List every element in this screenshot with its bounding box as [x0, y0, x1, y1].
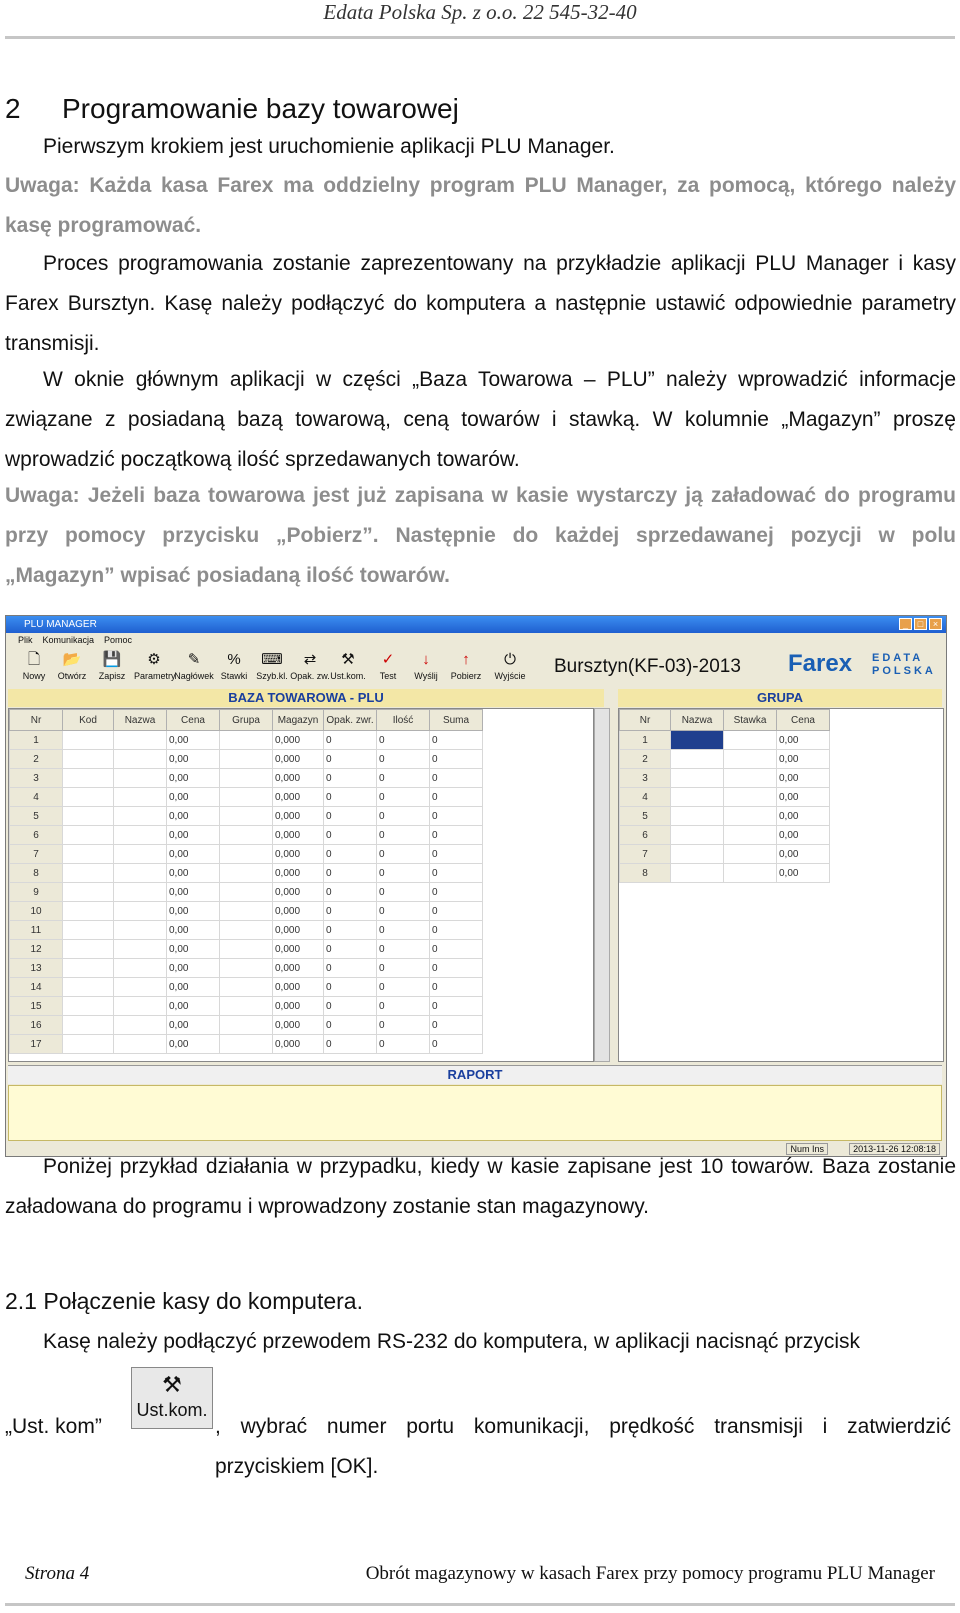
table-cell[interactable]: [63, 864, 114, 883]
table-cell[interactable]: 0,00: [777, 769, 830, 788]
table-cell[interactable]: 0: [430, 997, 483, 1016]
table-cell[interactable]: [220, 807, 273, 826]
table-cell: 13: [10, 959, 63, 978]
paragraph-7a: Kasę należy podłączyć przewodem RS-232 do komputera, w aplikacji nacisnąć przycisk: [43, 1330, 861, 1353]
table-cell[interactable]: 0: [430, 1035, 483, 1054]
footer-title: Obrót magazynowy w kasach Farex przy pomocy programu PLU Manager: [365, 1563, 935, 1584]
table-cell[interactable]: [63, 826, 114, 845]
table-cell[interactable]: [220, 788, 273, 807]
table-cell[interactable]: [114, 731, 167, 750]
table-cell[interactable]: 0: [430, 1016, 483, 1035]
table-cell[interactable]: 0,000: [273, 921, 324, 940]
table-cell[interactable]: 0: [324, 807, 377, 826]
save-button[interactable]: 💾 Zapisz: [92, 649, 132, 681]
table-cell[interactable]: 0: [377, 1035, 430, 1054]
table-cell[interactable]: [114, 807, 167, 826]
rates-button[interactable]: % Stawki: [214, 649, 254, 681]
table-cell: 4: [10, 788, 63, 807]
product-name: Bursztyn(KF-03)-2013: [554, 656, 741, 677]
table-cell[interactable]: [724, 769, 777, 788]
table-cell: 8: [620, 864, 671, 883]
table-cell[interactable]: 0: [377, 807, 430, 826]
column-header[interactable]: Magazyn: [273, 710, 324, 731]
table-cell[interactable]: 0,000: [273, 1016, 324, 1035]
table-row: [10, 921, 483, 940]
table-cell[interactable]: [220, 750, 273, 769]
table-row: [10, 864, 483, 883]
hammer-icon: ⚒: [162, 1372, 182, 1397]
table-cell[interactable]: [671, 845, 724, 864]
table-cell[interactable]: [220, 826, 273, 845]
window-titlebar: [6, 616, 946, 633]
header-rule: [5, 36, 955, 39]
column-header[interactable]: Stawka: [724, 710, 777, 731]
test-button[interactable]: ✓ Test: [368, 649, 408, 681]
edata-logo: EDATA POLSKA: [872, 652, 936, 677]
plu-panel-title: BAZA TOWAROWA - PLU: [8, 689, 604, 707]
table-cell: 2: [10, 750, 63, 769]
comm-settings-button[interactable]: ⚒ Ust.kom.: [328, 649, 368, 681]
table-cell[interactable]: [114, 1016, 167, 1035]
table-cell[interactable]: 0,00: [777, 864, 830, 883]
table-cell[interactable]: [114, 997, 167, 1016]
page-header: [0, 0, 960, 44]
table-cell[interactable]: 0: [324, 1016, 377, 1035]
arrow-down-icon: ↓: [422, 651, 430, 668]
send-button[interactable]: ↓ Wyślij: [406, 649, 446, 681]
table-cell: 7: [10, 845, 63, 864]
paragraph-3: Proces programowania zostanie zaprezentowany na przykładzie aplikacji PLU Manager i kasy Farex Bursztyn. Kasę należy podłączyć do komputera a następnie ustawić odpowiednie parametry transmisji.: [5, 252, 956, 355]
table-cell[interactable]: 0: [377, 1016, 430, 1035]
table-cell: 2: [620, 750, 671, 769]
table-cell[interactable]: [671, 788, 724, 807]
table-cell[interactable]: 0: [430, 731, 483, 750]
table-cell[interactable]: 0: [324, 864, 377, 883]
table-cell[interactable]: 0,00: [777, 845, 830, 864]
table-cell[interactable]: 0: [324, 769, 377, 788]
table-cell[interactable]: 0: [430, 750, 483, 769]
window-title: PLU MANAGER: [24, 619, 97, 630]
table-cell[interactable]: 0: [430, 788, 483, 807]
table-cell[interactable]: 0: [377, 845, 430, 864]
table-cell[interactable]: 0: [324, 826, 377, 845]
table-cell[interactable]: [220, 940, 273, 959]
table-cell: 16: [10, 1016, 63, 1035]
table-cell[interactable]: 0,00: [167, 978, 220, 997]
table-cell: 11: [10, 921, 63, 940]
paragraph-1: Pierwszym krokiem jest uruchomienie aplikacji PLU Manager.: [43, 135, 615, 158]
table-cell[interactable]: 0,00: [777, 750, 830, 769]
table-cell[interactable]: 0,00: [167, 997, 220, 1016]
table-cell[interactable]: 0: [430, 921, 483, 940]
table-cell[interactable]: 0: [324, 788, 377, 807]
paragraph-7c: , wybrać numer portu komunikacji, prędkość transmisji i zatwierdzić przyciskiem [OK].: [215, 1415, 951, 1478]
table-cell[interactable]: 0,000: [273, 731, 324, 750]
new-file-icon: 🗋: [27, 651, 41, 668]
table-cell[interactable]: [220, 997, 273, 1016]
table-row: [10, 1016, 483, 1035]
table-cell[interactable]: 0: [377, 921, 430, 940]
table-cell[interactable]: 0,00: [777, 731, 830, 750]
table-row: [10, 978, 483, 997]
table-cell[interactable]: [63, 750, 114, 769]
table-cell[interactable]: 0: [430, 864, 483, 883]
table-cell[interactable]: 0,000: [273, 826, 324, 845]
table-cell[interactable]: 0,000: [273, 883, 324, 902]
table-cell: 15: [10, 997, 63, 1016]
table-row: [620, 845, 830, 864]
menu-komunikacja[interactable]: Komunikacja: [42, 635, 95, 645]
table-cell[interactable]: [63, 959, 114, 978]
table-cell[interactable]: 0,00: [167, 921, 220, 940]
table-cell[interactable]: 0,000: [273, 769, 324, 788]
table-cell[interactable]: [63, 902, 114, 921]
save-icon: 💾: [102, 651, 122, 668]
hammer-icon: ⚒: [341, 651, 355, 668]
column-header[interactable]: Ilość: [377, 710, 430, 731]
table-row: [10, 940, 483, 959]
table-cell[interactable]: [114, 883, 167, 902]
table-cell[interactable]: 0,000: [273, 788, 324, 807]
table-cell[interactable]: 0: [430, 769, 483, 788]
table-cell[interactable]: 0: [377, 883, 430, 902]
table-row: [10, 1035, 483, 1054]
table-cell[interactable]: 0,000: [273, 997, 324, 1016]
table-row: [620, 769, 830, 788]
table-cell: 8: [10, 864, 63, 883]
page-footer: [0, 1555, 960, 1613]
table-cell[interactable]: [724, 750, 777, 769]
table-cell: 5: [620, 807, 671, 826]
paragraph-6: Poniżej przykład działania w przypadku, kiedy w kasie zapisane jest 10 towarów. Baza zostanie załadowana do programu i wprowadzony zostanie stan magazynowy.: [5, 1155, 956, 1218]
column-header[interactable]: Suma: [430, 710, 483, 731]
table-cell[interactable]: 0,00: [777, 826, 830, 845]
raport-area[interactable]: [8, 1085, 942, 1141]
column-header[interactable]: Kod: [63, 710, 114, 731]
table-cell[interactable]: [220, 902, 273, 921]
maximize-button[interactable]: □: [914, 618, 927, 630]
table-row: [10, 788, 483, 807]
table-cell[interactable]: 0,00: [167, 750, 220, 769]
table-cell[interactable]: 0: [377, 769, 430, 788]
table-cell: 12: [10, 940, 63, 959]
table-cell[interactable]: [114, 750, 167, 769]
table-cell[interactable]: 0: [430, 883, 483, 902]
table-cell[interactable]: 0: [430, 807, 483, 826]
status-datetime: 2013-11-26 12:08:18: [849, 1143, 940, 1155]
table-cell[interactable]: [220, 978, 273, 997]
table-cell[interactable]: 0: [430, 978, 483, 997]
keyboard-icon: ⌨: [261, 651, 283, 668]
table-cell[interactable]: 0: [430, 845, 483, 864]
table-cell[interactable]: [63, 997, 114, 1016]
table-cell: 3: [10, 769, 63, 788]
table-cell[interactable]: 0,00: [167, 731, 220, 750]
menu-pomoc[interactable]: Pomoc: [104, 635, 133, 645]
table-row: [10, 902, 483, 921]
table-cell[interactable]: [114, 921, 167, 940]
table-row: [10, 845, 483, 864]
plu-table: [9, 709, 483, 1054]
table-cell[interactable]: [220, 921, 273, 940]
table-cell[interactable]: [114, 1035, 167, 1054]
table-cell[interactable]: [114, 788, 167, 807]
table-cell[interactable]: 0: [324, 978, 377, 997]
table-cell[interactable]: 0: [430, 902, 483, 921]
ust-kom-button-image: [131, 1367, 213, 1429]
table-cell[interactable]: 0: [430, 826, 483, 845]
farex-logo: Farex: [788, 650, 853, 677]
group-table: [619, 709, 830, 883]
exit-button[interactable]: ⏻ Wyjście: [490, 649, 530, 681]
table-cell[interactable]: [114, 826, 167, 845]
table-cell[interactable]: [220, 1035, 273, 1054]
close-button[interactable]: ×: [929, 618, 942, 630]
table-row: [10, 731, 483, 750]
table-cell[interactable]: [724, 731, 777, 750]
table-cell[interactable]: [220, 883, 273, 902]
rates-icon: %: [227, 651, 241, 668]
table-cell[interactable]: 0,00: [777, 807, 830, 826]
table-cell[interactable]: 0,00: [777, 788, 830, 807]
table-row: [620, 731, 830, 750]
table-cell[interactable]: [63, 921, 114, 940]
table-cell[interactable]: 0,000: [273, 864, 324, 883]
table-cell[interactable]: 0: [324, 731, 377, 750]
table-cell[interactable]: 0: [324, 750, 377, 769]
table-cell[interactable]: 0,00: [167, 883, 220, 902]
menubar: [6, 633, 946, 647]
column-header[interactable]: Cena: [167, 710, 220, 731]
table-cell[interactable]: 0: [377, 750, 430, 769]
plu-scrollbar[interactable]: [594, 708, 610, 1062]
raport-title: RAPORT: [8, 1065, 942, 1084]
table-cell[interactable]: [63, 1016, 114, 1035]
gear-icon: ⚙: [147, 651, 161, 668]
table-cell: 1: [10, 731, 63, 750]
table-row: [10, 769, 483, 788]
table-cell[interactable]: 0,000: [273, 940, 324, 959]
table-cell[interactable]: [63, 883, 114, 902]
table-cell[interactable]: 0,000: [273, 750, 324, 769]
table-cell[interactable]: [220, 959, 273, 978]
table-cell[interactable]: [671, 750, 724, 769]
table-cell[interactable]: 0,00: [167, 1016, 220, 1035]
new-button[interactable]: 🗋 Nowy: [14, 649, 54, 681]
table-row: [620, 750, 830, 769]
minimize-button[interactable]: _: [899, 618, 912, 630]
table-cell[interactable]: [63, 807, 114, 826]
table-cell: 7: [620, 845, 671, 864]
section-number: 2: [5, 93, 21, 124]
quick-keys-button[interactable]: ⌨ Szyb.kl.: [252, 649, 292, 681]
table-cell[interactable]: [220, 769, 273, 788]
table-cell[interactable]: [671, 731, 724, 750]
table-cell[interactable]: 0: [377, 997, 430, 1016]
table-cell[interactable]: [671, 807, 724, 826]
table-cell[interactable]: [671, 826, 724, 845]
table-cell[interactable]: [671, 864, 724, 883]
table-cell[interactable]: 0,00: [167, 788, 220, 807]
table-cell[interactable]: [671, 769, 724, 788]
table-cell[interactable]: 0,00: [167, 1035, 220, 1054]
table-row: [10, 807, 483, 826]
table-cell: 10: [10, 902, 63, 921]
table-row: [10, 883, 483, 902]
ust-kom-label: Ust.kom.: [136, 1400, 208, 1420]
table-cell[interactable]: 0,00: [167, 826, 220, 845]
footer-rule: [5, 1603, 955, 1606]
table-cell[interactable]: [724, 864, 777, 883]
table-cell[interactable]: 0: [324, 921, 377, 940]
table-cell[interactable]: 0,00: [167, 845, 220, 864]
group-grid[interactable]: [618, 708, 944, 1062]
table-cell: 17: [10, 1035, 63, 1054]
paragraph-7b: „Ust. kom”: [5, 1415, 102, 1438]
table-cell[interactable]: 0: [324, 959, 377, 978]
table-cell[interactable]: 0,00: [167, 940, 220, 959]
table-cell[interactable]: [114, 902, 167, 921]
table-row: [620, 826, 830, 845]
table-cell[interactable]: 0: [430, 940, 483, 959]
table-cell[interactable]: 0,00: [167, 769, 220, 788]
table-cell[interactable]: [63, 845, 114, 864]
table-cell[interactable]: 0,000: [273, 845, 324, 864]
table-row: [620, 788, 830, 807]
table-cell[interactable]: 0: [324, 997, 377, 1016]
table-cell: 6: [10, 826, 63, 845]
table-cell[interactable]: 0: [377, 826, 430, 845]
table-cell[interactable]: 0: [377, 902, 430, 921]
table-cell[interactable]: 0: [324, 902, 377, 921]
table-cell[interactable]: [63, 769, 114, 788]
table-cell[interactable]: 0,000: [273, 1035, 324, 1054]
packaging-icon: ⇄: [303, 651, 317, 668]
paragraph-7: [5, 1322, 956, 1362]
table-row: [620, 807, 830, 826]
plu-manager-window: [5, 615, 947, 1157]
table-cell[interactable]: [114, 769, 167, 788]
table-cell[interactable]: 0,000: [273, 902, 324, 921]
table-cell[interactable]: [114, 845, 167, 864]
plu-grid[interactable]: [8, 708, 594, 1062]
table-cell[interactable]: [63, 978, 114, 997]
parameters-button[interactable]: ⚙ Parametry: [134, 651, 176, 681]
header-icon: ✎: [187, 651, 201, 668]
table-cell[interactable]: 0: [377, 788, 430, 807]
menu-plik[interactable]: Plik: [18, 635, 33, 645]
check-icon: ✓: [381, 651, 395, 668]
table-cell: 6: [620, 826, 671, 845]
folder-icon: 📂: [62, 651, 82, 668]
table-cell[interactable]: 0: [324, 1035, 377, 1054]
table-cell[interactable]: [114, 864, 167, 883]
header-button[interactable]: ✎ Nagłówek: [174, 651, 214, 681]
table-cell[interactable]: 0,00: [167, 902, 220, 921]
open-button[interactable]: 📂 Otwórz: [52, 649, 92, 681]
table-cell[interactable]: [114, 978, 167, 997]
footer-page: Strona 4: [25, 1563, 90, 1584]
table-cell: 3: [620, 769, 671, 788]
column-header[interactable]: Cena: [777, 710, 830, 731]
table-row: [10, 750, 483, 769]
download-button[interactable]: ↑ Pobierz: [446, 649, 486, 681]
exit-icon: ⏻: [504, 651, 516, 668]
table-cell: 9: [10, 883, 63, 902]
table-cell[interactable]: [220, 1016, 273, 1035]
table-cell[interactable]: [63, 788, 114, 807]
paragraph-note-1: Uwaga: Każda kasa Farex ma oddzielny program PLU Manager, za pomocą, którego należy kasę programować.: [5, 174, 956, 237]
table-cell: 14: [10, 978, 63, 997]
column-header[interactable]: Nr: [620, 710, 671, 731]
table-cell[interactable]: [724, 845, 777, 864]
table-cell[interactable]: 0: [377, 978, 430, 997]
header-text: Edata Polska Sp. z o.o. 22 545-32-40: [323, 0, 637, 24]
column-header[interactable]: Opak. zwr.: [324, 710, 377, 731]
table-cell[interactable]: 0: [324, 845, 377, 864]
table-row: [10, 997, 483, 1016]
table-cell[interactable]: [63, 731, 114, 750]
table-cell[interactable]: [724, 788, 777, 807]
table-row: [10, 826, 483, 845]
paragraph-4: W oknie głównym aplikacji w części „Baza Towarowa – PLU” należy wprowadzić informacje związane z posiadaną bazą towarową, ceną towarów i stawką. W kolumnie „Magazyn” proszę wprowadzić początkową ilość sprzedawanych towarów.: [5, 368, 956, 471]
table-cell[interactable]: [63, 940, 114, 959]
table-cell[interactable]: [724, 826, 777, 845]
table-cell[interactable]: 0: [377, 940, 430, 959]
table-cell[interactable]: 0,00: [167, 959, 220, 978]
table-cell[interactable]: [114, 940, 167, 959]
column-header[interactable]: Nazwa: [671, 710, 724, 731]
paragraph-note-2: Uwaga: Jeżeli baza towarowa jest już zapisana w kasie wystarczy ją załadować do programu przy pomocy przycisku „Pobierz”. Następnie do każdej sprzedawanej pozycji w polu „Magazyn” wpisać posiadaną ilość towarów.: [5, 484, 956, 587]
table-cell[interactable]: [114, 959, 167, 978]
table-row: [10, 959, 483, 978]
table-row: [620, 864, 830, 883]
table-cell[interactable]: 0,000: [273, 959, 324, 978]
section-title: Programowanie bazy towarowej: [62, 93, 459, 124]
table-cell[interactable]: 0: [430, 959, 483, 978]
table-cell: 4: [620, 788, 671, 807]
table-cell[interactable]: 0: [377, 731, 430, 750]
table-cell[interactable]: 0,000: [273, 807, 324, 826]
table-cell[interactable]: [724, 807, 777, 826]
arrow-up-icon: ↑: [462, 651, 470, 668]
table-cell[interactable]: 0: [377, 864, 430, 883]
group-panel-title: GRUPA: [618, 689, 942, 707]
column-header[interactable]: Grupa: [220, 710, 273, 731]
table-cell: 1: [620, 731, 671, 750]
table-cell[interactable]: 0: [324, 940, 377, 959]
table-cell[interactable]: 0,00: [167, 807, 220, 826]
table-cell[interactable]: 0: [377, 959, 430, 978]
table-cell[interactable]: 0,000: [273, 978, 324, 997]
table-cell[interactable]: 0: [324, 883, 377, 902]
column-header[interactable]: Nr: [10, 710, 63, 731]
column-header[interactable]: Nazwa: [114, 710, 167, 731]
table-cell: 5: [10, 807, 63, 826]
table-cell[interactable]: [220, 845, 273, 864]
table-cell[interactable]: 0,00: [167, 864, 220, 883]
packaging-button[interactable]: ⇄ Opak. zw.: [290, 651, 330, 681]
table-cell[interactable]: [220, 731, 273, 750]
subsection-title: 2.1 Połączenie kasy do komputera.: [5, 1288, 363, 1314]
table-cell[interactable]: [220, 864, 273, 883]
status-num-ins: Num Ins: [786, 1143, 828, 1155]
section-heading: [5, 93, 459, 125]
table-cell[interactable]: [63, 1035, 114, 1054]
